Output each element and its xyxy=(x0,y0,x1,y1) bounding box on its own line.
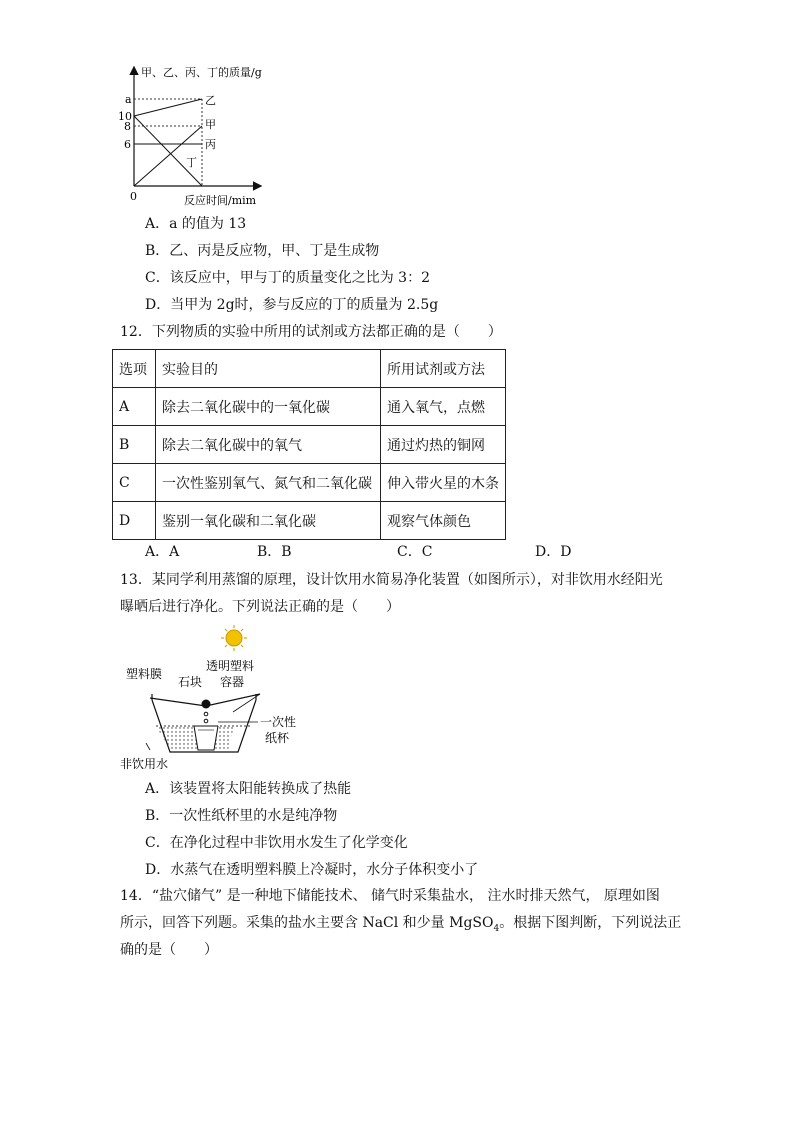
q13-option-b[interactable]: B．一次性纸杯里的水是纯净物 xyxy=(145,808,338,824)
series-label-ding: 丁 xyxy=(186,156,197,169)
sun-icon xyxy=(221,625,247,651)
table-cell: 一次性鉴别氧气、氮气和二氧化碳 xyxy=(156,464,381,502)
q14-stem-line2-end: 。根据下图判断，下列说法正 xyxy=(499,915,682,931)
table-header-cell: 选项 xyxy=(113,350,156,388)
ytick-6: 6 xyxy=(124,138,131,151)
q12-stem: 12．下列物质的实验中所用的试剂或方法都正确的是（ ） xyxy=(120,324,502,340)
ytick-a: a xyxy=(125,93,132,106)
graph-xlabel: 反应时间/mim xyxy=(184,194,257,207)
label-film: 塑料膜 xyxy=(126,667,163,681)
q11-option-a[interactable]: A．a 的值为 13 xyxy=(145,216,247,232)
q11-option-b[interactable]: B．乙、丙是反应物，甲、丁是生成物 xyxy=(145,243,380,259)
table-cell: 通入氧气，点燃 xyxy=(381,388,506,426)
table-row xyxy=(113,464,506,502)
table-cell: A xyxy=(113,388,156,426)
table-cell: 观察气体颜色 xyxy=(381,502,506,540)
q11-option-c[interactable]: C．该反应中，甲与丁的质量变化之比为 3：2 xyxy=(145,270,430,286)
q13-option-a[interactable]: A．该装置将太阳能转换成了热能 xyxy=(145,781,352,797)
table-row xyxy=(113,388,506,426)
q12-options-table xyxy=(112,349,506,540)
q14-subscript: 4 xyxy=(493,923,500,934)
q14-stem-line1: 14．“盐穴储气” 是一种地下储能技术、 储气时采集盐水， 注水时排天然气， 原理如图 xyxy=(120,888,660,904)
series-label-yi: 乙 xyxy=(205,94,216,107)
label-cup-2: 纸杯 xyxy=(265,731,290,745)
label-cup-1: 一次性 xyxy=(260,715,297,729)
label-stone: 石块 xyxy=(178,675,203,689)
label-container-1: 透明塑料 xyxy=(206,659,255,673)
graph-origin: 0 xyxy=(130,190,137,203)
q12-choice-d[interactable]: D．D xyxy=(535,544,572,560)
paper-cup xyxy=(194,726,218,750)
q13-stem-line2: 曝晒后进行净化。下列说法正确的是（ ） xyxy=(120,599,400,615)
table-cell: 伸入带火星的木条 xyxy=(381,464,506,502)
ytick-10: 10 xyxy=(118,110,132,123)
table-cell: 除去二氧化碳中的一氧化碳 xyxy=(156,388,381,426)
label-container-2: 容器 xyxy=(220,675,245,689)
table-cell: 鉴别一氧化碳和二氧化碳 xyxy=(156,502,381,540)
series-label-bing: 丙 xyxy=(205,138,216,151)
table-cell: 除去二氧化碳中的氧气 xyxy=(156,426,381,464)
table-row xyxy=(113,426,506,464)
q13-stem-line1: 13．某同学利用蒸馏的原理，设计饮用水简易净化装置（如图所示），对非饮用水经阳光 xyxy=(120,572,663,588)
ytick-8: 8 xyxy=(124,120,131,133)
table-cell: 通过灼热的铜网 xyxy=(381,426,506,464)
q11-option-d[interactable]: D．当甲为 2g时，参与反应的丁的质量为 2.5g xyxy=(145,297,439,313)
q13-option-c[interactable]: C．在净化过程中非饮用水发生了化学变化 xyxy=(145,835,408,851)
q11-mass-time-graph xyxy=(110,60,280,210)
q12-choice-b[interactable]: B．B xyxy=(257,544,292,560)
table-header-cell: 实验目的 xyxy=(156,350,381,388)
q14-stem-line2-text: 所示，回答下列题。采集的盐水主要含 NaCl 和少量 MgSO xyxy=(120,915,494,931)
table-row xyxy=(113,502,506,540)
stone xyxy=(202,700,211,709)
graph-ylabel: 甲、乙、丙、丁的质量/g xyxy=(141,66,262,79)
table-header-row xyxy=(113,350,506,388)
table-cell: C xyxy=(113,464,156,502)
q12-choice-c[interactable]: C．C xyxy=(397,544,433,560)
series-yi-line xyxy=(134,99,202,116)
q12-choice-a[interactable]: A．A xyxy=(145,544,180,560)
series-label-jia: 甲 xyxy=(205,118,216,131)
q14-stem-line2 xyxy=(120,913,681,939)
table-header-cell: 所用试剂或方法 xyxy=(381,350,506,388)
q13-option-d[interactable]: D．水蒸气在透明塑料膜上冷凝时，水分子体积变小了 xyxy=(145,862,479,878)
q14-stem-line3: 确的是（ ） xyxy=(120,942,218,958)
table-cell: B xyxy=(113,426,156,464)
label-water: 非饮用水 xyxy=(120,757,169,771)
q13-purifier-figure xyxy=(110,622,310,772)
table-cell: D xyxy=(113,502,156,540)
